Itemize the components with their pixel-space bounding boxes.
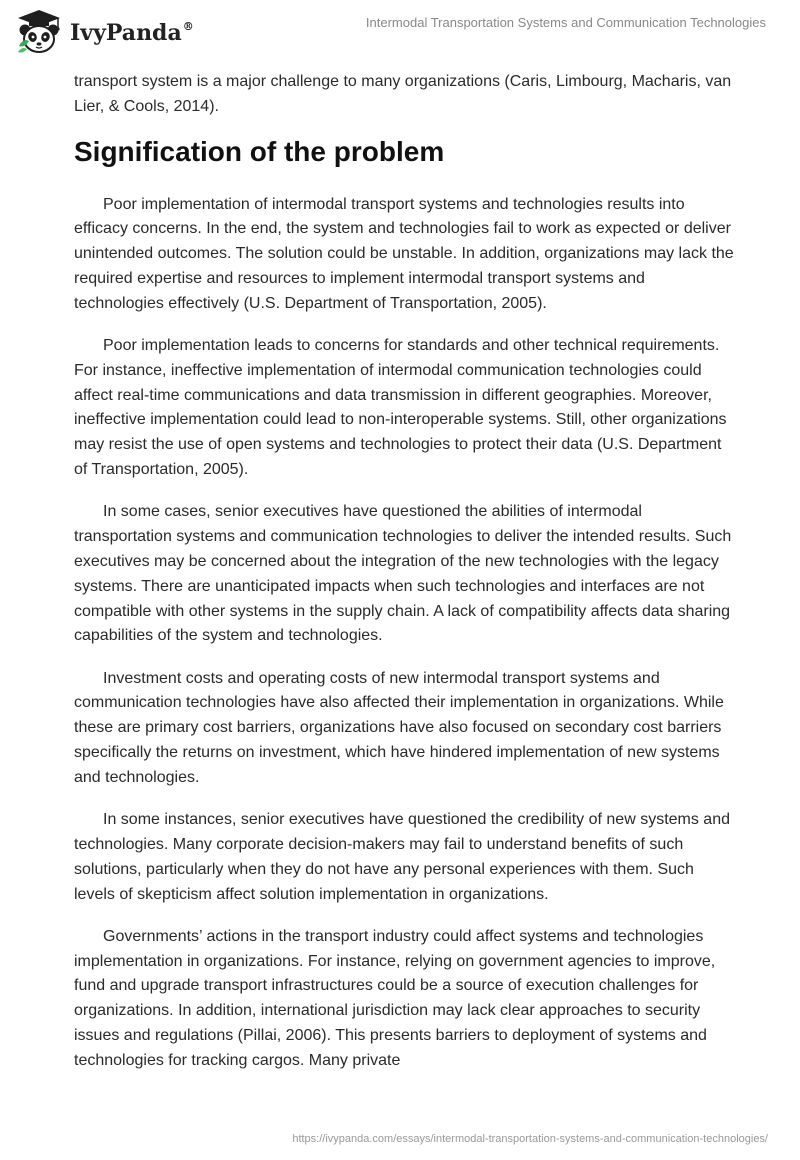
registered-mark: ® — [182, 20, 194, 33]
panda-graduate-icon — [14, 8, 64, 54]
paragraph-5: In some instances, senior executives have questioned the credibility of new systems and technologies. Many corporate decision-makers may fail to understand benefits of such solutions, particularly when they do not have any personal experiences with them. Such levels of skepticism affect solution implementation in organizations. — [74, 811, 730, 903]
lead-paragraph: transport system is a major challenge to many organizations (Caris, Limbourg, Macharis, van Lier, & Cools, 2014). — [74, 73, 732, 115]
brand-name: IvyPanda® — [70, 20, 194, 46]
document-title: Intermodal Transportation Systems and Communication Technologies — [365, 15, 766, 30]
ivypanda-logo[interactable] — [14, 8, 194, 54]
essay-content — [74, 70, 734, 1091]
section-heading: Signification of the problem — [74, 135, 445, 167]
paragraph-1: Poor implementation of intermodal transport systems and technologies results into efficacy concerns. In the end, the system and technologies fail to work as expected or deliver unintended outcomes. The solution could be unstable. In addition, organizations may lack the required expertise and resources to implement intermodal transport systems and technologies effectively (U.S. Department of Transportation, 2005). — [74, 195, 734, 312]
paragraph-3: In some cases, senior executives have questioned the abilities of intermodal transportation systems and communication technologies to deliver the intended results. Such executives may be concerned about the integration of the new technologies with the legacy systems. There are unanticipated impacts when such technologies and interfaces are not compatible with other systems in the supply chain. A lack of compatibility affects data sharing capabilities of the system and technologies. — [74, 503, 732, 645]
paragraph-6: Governments’ actions in the transport industry could affect systems and technologies implementation in organizations. For instance, relying on government agencies to improve, fund and upgrade transport infrastructures could be a source of execution challenges for organizations. In addition, international jurisdiction may lack clear approaches to security issues and regulations (Pillai, 2006). This presents barriers to deployment of systems and technologies for tracking cargos. Many private — [74, 927, 716, 1069]
paragraph-4: Investment costs and operating costs of new intermodal transport systems and communication technologies have also affected their implementation in organizations. While these are primary cost barriers, organizations have also focused on secondary cost barriers specifically the returns on investment, which have hindered implementation of new systems and technologies. — [74, 669, 724, 786]
source-url-link[interactable]: https://ivypanda.com/essays/intermodal-transportation-systems-and-communication-technologies/ — [292, 1133, 768, 1145]
paragraph-2: Poor implementation leads to concerns for standards and other technical requirements. For instance, ineffective implementation of intermodal communication technologies could affect real-time communications and data transmission in different geographies. Moreover, ineffective implementation could lead to non-interoperable systems. Still, other organizations may resist the use of open systems and technologies to protect their data (U.S. Department of Transportation, 2005). — [74, 337, 727, 479]
page-header — [0, 0, 800, 60]
